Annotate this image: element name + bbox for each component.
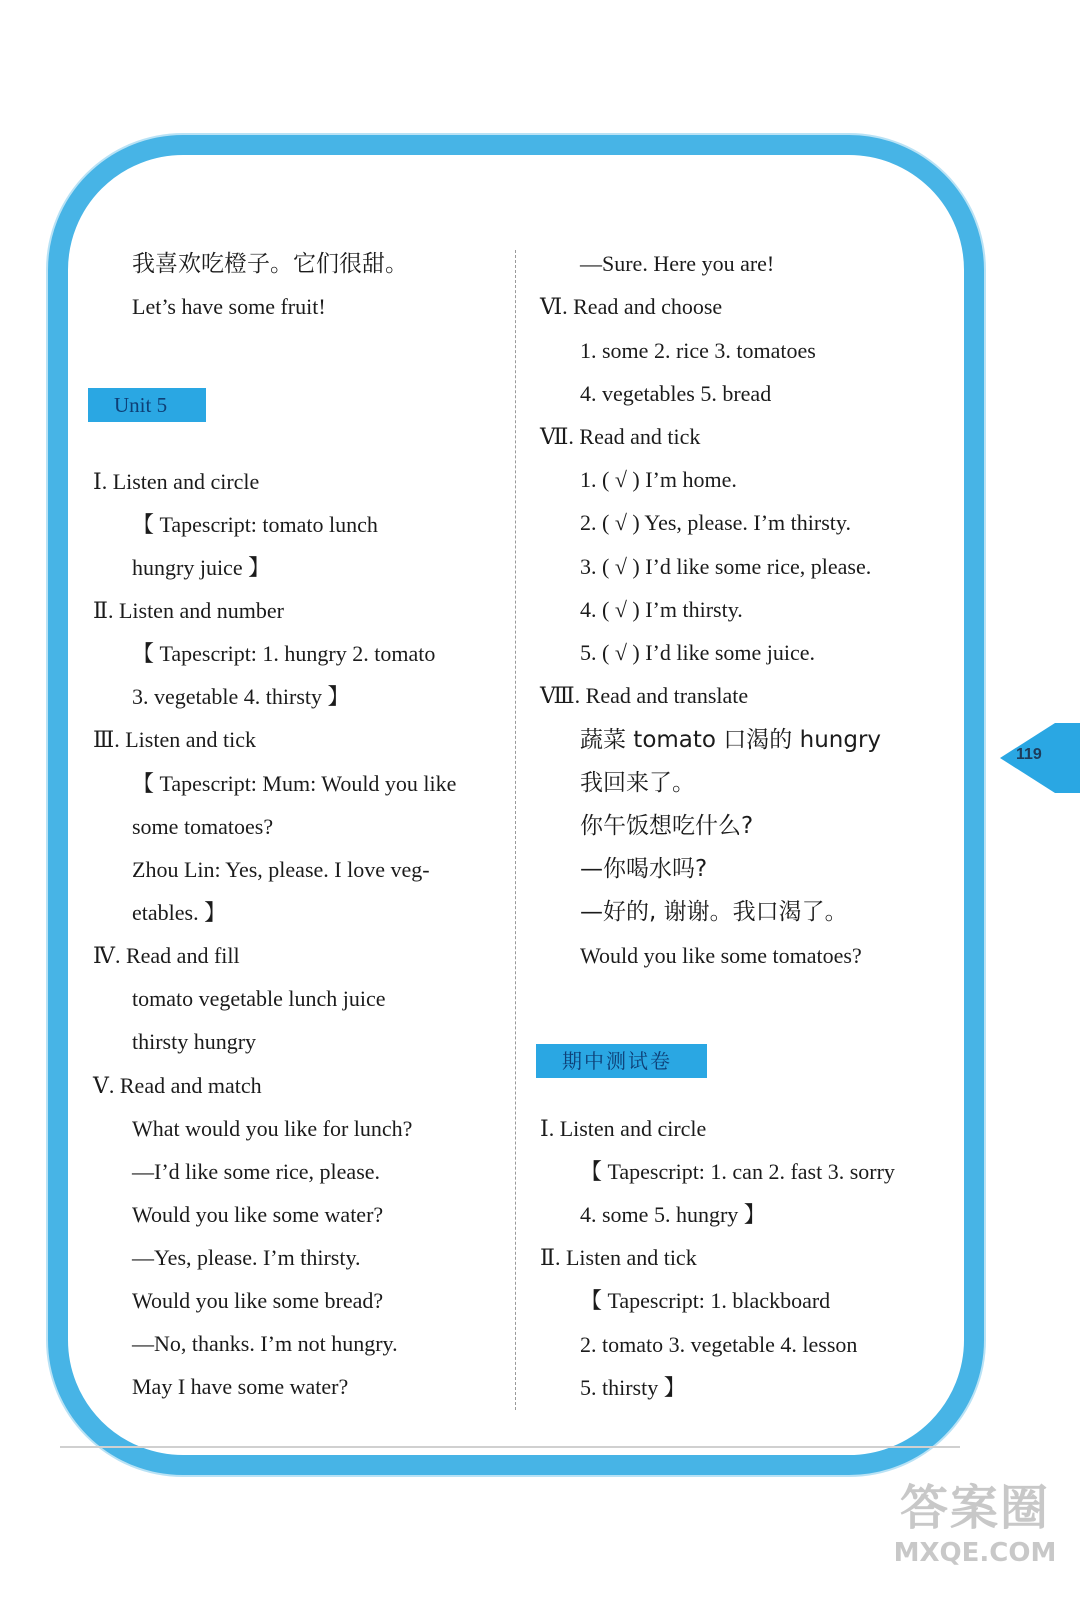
answer-line: some tomatoes? bbox=[132, 814, 274, 839]
answer-line: 5. ( √ ) I’d like some juice. bbox=[580, 640, 816, 665]
exercise-heading: Ⅷ. Read and translate bbox=[540, 683, 749, 708]
section-tag: Unit 5 bbox=[88, 388, 206, 422]
exercise-heading: Ⅶ. Read and tick bbox=[540, 424, 701, 449]
answer-line: 你午饭想吃什么? bbox=[580, 813, 754, 839]
exercise-heading: Ⅳ. Read and fill bbox=[93, 943, 240, 968]
answer-line: 4. some 5. hungry 】 bbox=[580, 1202, 766, 1227]
answer-line: thirsty hungry bbox=[132, 1029, 257, 1054]
answer-line: 【 Tapescript: tomato lunch bbox=[132, 512, 378, 537]
answer-line: 【 Tapescript: 1. can 2. fast 3. sorry bbox=[580, 1159, 895, 1184]
answer-line: 4. vegetables 5. bread bbox=[580, 381, 772, 406]
watermark-logo bbox=[880, 1478, 1070, 1588]
answer-line: hungry juice 】 bbox=[132, 555, 271, 580]
answer-line: 蔬菜 tomato 口渴的 hungry bbox=[580, 727, 882, 753]
answer-line: 【 Tapescript: 1. hungry 2. tomato bbox=[132, 641, 436, 666]
answer-line: Let’s have some fruit! bbox=[132, 294, 326, 319]
answer-line: —Yes, please. I’m thirsty. bbox=[132, 1245, 361, 1270]
column-divider bbox=[515, 250, 516, 1410]
answer-line: 2. tomato 3. vegetable 4. lesson bbox=[580, 1332, 858, 1357]
answer-line: 3. vegetable 4. thirsty 】 bbox=[132, 684, 350, 709]
answer-line: Zhou Lin: Yes, please. I love veg- bbox=[132, 857, 430, 882]
answer-line: —Sure. Here you are! bbox=[580, 251, 775, 276]
watermark-cn: 答案圈 bbox=[899, 1480, 1050, 1536]
answer-line: 1. some 2. rice 3. tomatoes bbox=[580, 338, 816, 363]
answer-line: Would you like some tomatoes? bbox=[580, 943, 862, 968]
answer-line: What would you like for lunch? bbox=[132, 1116, 413, 1141]
answer-line: 4. ( √ ) I’m thirsty. bbox=[580, 597, 743, 622]
page-number: 119 bbox=[1016, 746, 1042, 763]
answer-line: 1. ( √ ) I’m home. bbox=[580, 467, 737, 492]
page-bottom-shadow bbox=[60, 1446, 960, 1448]
answer-line: —No, thanks. I’m not hungry. bbox=[132, 1331, 398, 1356]
answer-line: Would you like some water? bbox=[132, 1202, 384, 1227]
answer-line: Would you like some bread? bbox=[132, 1288, 384, 1313]
answer-line: etables. 】 bbox=[132, 900, 227, 925]
answer-line: 2. ( √ ) Yes, please. I’m thirsty. bbox=[580, 510, 851, 535]
answer-line: tomato vegetable lunch juice bbox=[132, 986, 386, 1011]
exercise-heading: Ⅵ. Read and choose bbox=[540, 294, 723, 319]
answer-line: 3. ( √ ) I’d like some rice, please. bbox=[580, 554, 872, 579]
exercise-heading: Ⅰ. Listen and circle bbox=[93, 469, 260, 494]
answer-line: 我喜欢吃橙子。它们很甜。 bbox=[132, 251, 408, 277]
exercise-heading: Ⅱ. Listen and number bbox=[93, 598, 284, 623]
answer-line: —你喝水吗? bbox=[580, 856, 708, 882]
answer-line: 5. thirsty 】 bbox=[580, 1375, 686, 1400]
answer-line: May I have some water? bbox=[132, 1374, 349, 1399]
answer-line: 【 Tapescript: 1. blackboard bbox=[580, 1288, 831, 1313]
exercise-heading: Ⅲ. Listen and tick bbox=[93, 727, 256, 752]
watermark-en: MXQE.COM bbox=[893, 1538, 1057, 1568]
answer-line: 我回来了。 bbox=[580, 770, 695, 796]
answer-line: —I’d like some rice, please. bbox=[132, 1159, 381, 1184]
answer-line: 【 Tapescript: Mum: Would you like bbox=[132, 771, 457, 796]
exercise-heading: Ⅴ. Read and match bbox=[93, 1073, 262, 1098]
page-frame bbox=[48, 135, 984, 1475]
exercise-heading: Ⅱ. Listen and tick bbox=[540, 1245, 697, 1270]
section-tag: 期中测试卷 bbox=[536, 1044, 707, 1078]
exercise-heading: Ⅰ. Listen and circle bbox=[540, 1116, 707, 1141]
answer-line: —好的, 谢谢。我口渴了。 bbox=[580, 899, 848, 925]
